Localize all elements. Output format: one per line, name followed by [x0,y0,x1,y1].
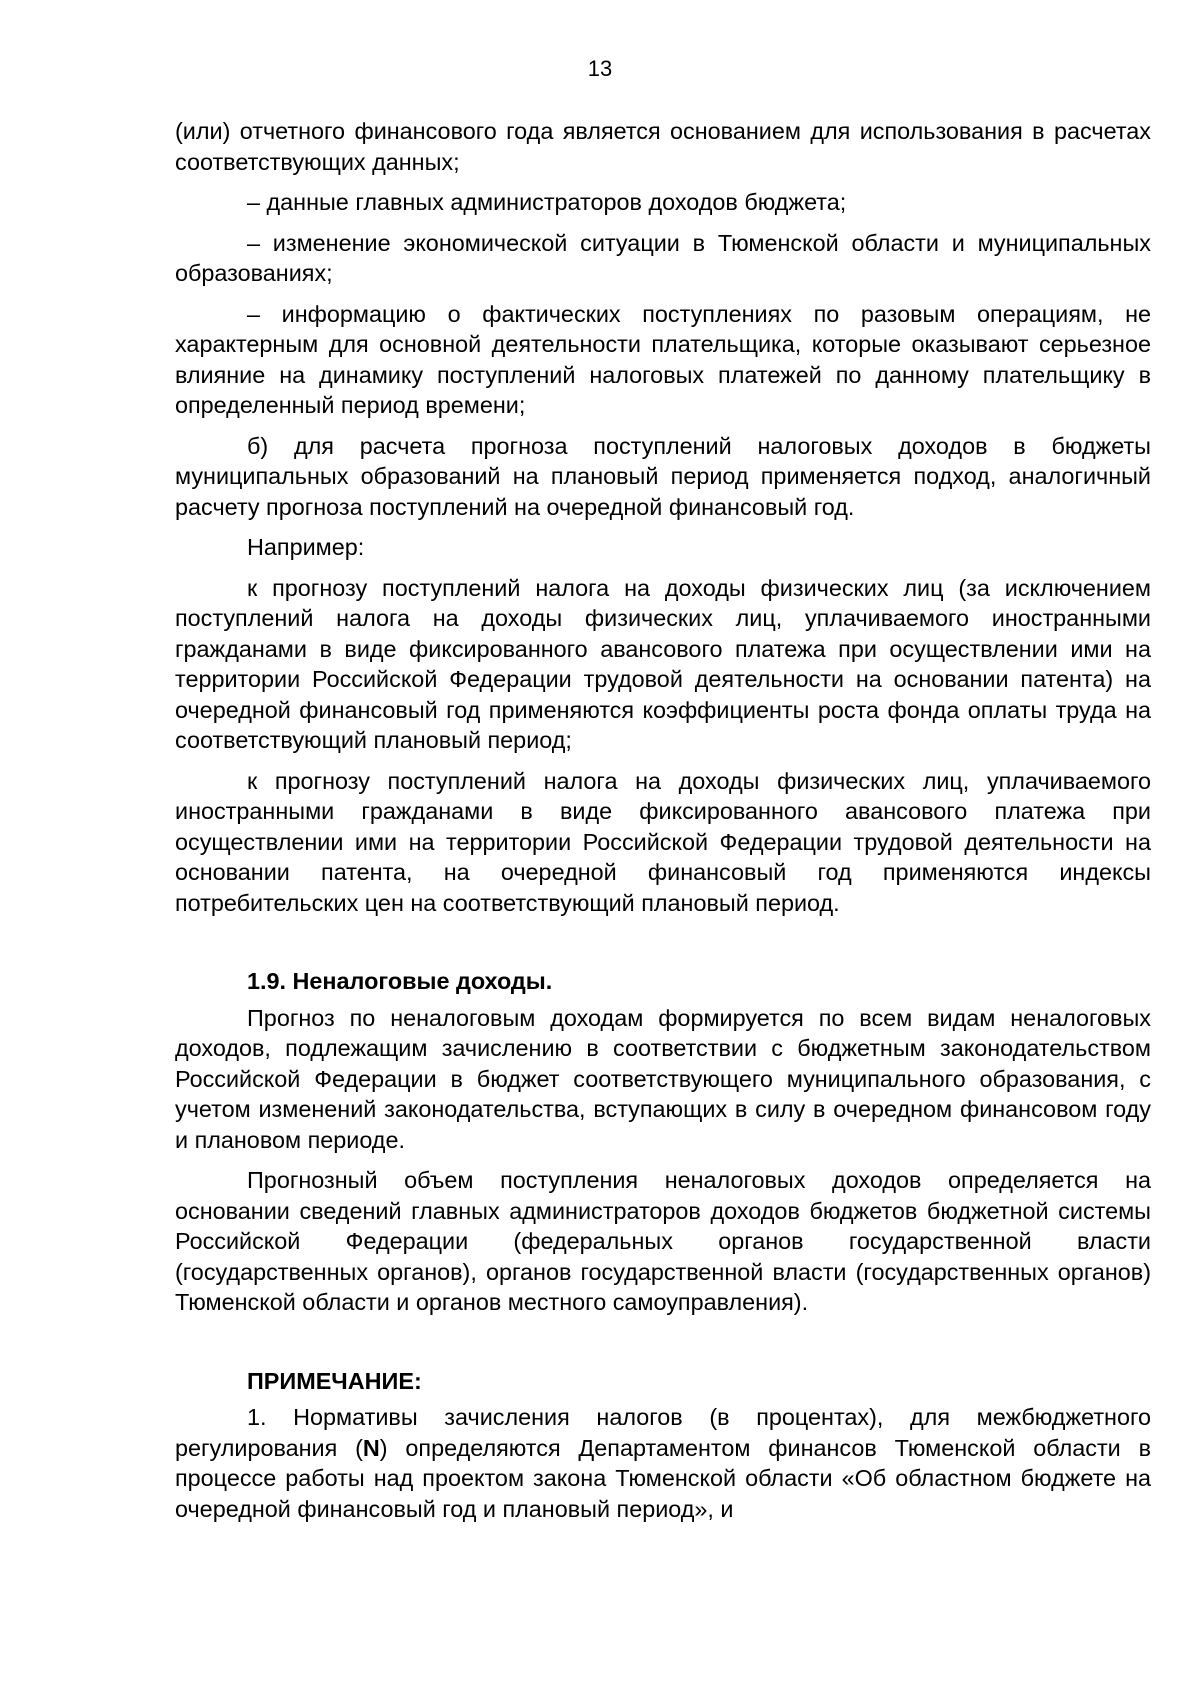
note-heading: ПРИМЕЧАНИЕ: [247,1367,422,1394]
note-paragraph [175,1402,1151,1524]
note-text-before: 1. Нормативы зачисления налогов (в процентах), для межбюджетного регулирования ( [175,1404,1151,1461]
paragraph: к прогнозу поступлений налога на доходы физических лиц (за исключением поступлений налога на доходы физических лиц, уплачиваемого иностранными гражданами в виде фиксированного авансового платежа при осуществлении ими на территории Российской Федерации трудовой деятельности на основании патента) на очередной финансовый год применяются коэффициенты роста фонда оплаты труда на соответствующий плановый период; [175,574,1151,753]
paragraph-list-item: – информацию о фактических поступлениях по разовым операциям, не характерным для основной деятельности плательщика, которые оказывают серьезное влияние на динамику поступлений налоговых платежей по данному плательщику в определенный период времени; [175,300,1151,418]
document-body [175,116,1151,1534]
section-heading: 1.9. Неналоговые доходы. [247,968,553,994]
paragraph-continuation: (или) отчетного финансового года является основанием для использования в расчетах соответствующих данных; [175,118,1151,175]
page-number: 13 [587,56,613,81]
note-text-after: ) определяются Департаментом финансов Тюменской области в процессе работы над проектом закона Тюменской области «Об областном бюджете на очередной финансовый год и плановый период», и [175,1434,1151,1522]
paragraph: б) для расчета прогноза поступлений налоговых доходов в бюджеты муниципальных образований на плановый период применяется подход, аналогичный расчету прогноза поступлений на очередной финансовый год. [175,432,1151,520]
paragraph: к прогнозу поступлений налога на доходы физических лиц, уплачиваемого иностранными гражданами в виде фиксированного авансового платежа при осуществлении ими на территории Российской Федерации трудовой деятельности на основании патента, на очередной финансовый год применяются индексы потребительских цен на соответствующий плановый период. [175,767,1151,916]
paragraph: Например: [247,534,365,560]
paragraph: Прогнозный объем поступления неналоговых доходов определяется на основании сведений главных администраторов доходов бюджетов бюджетной системы Российской Федерации (федеральных органов государственной власти (государственных органов), органов государственной власти (государственных органов) Тюменской области и органов местного самоуправления). [175,1167,1151,1315]
note-text-bold: N [362,1434,380,1461]
paragraph: Прогноз по неналоговым доходам формируется по всем видам неналоговых доходов, подлежащим зачислению в соответствии с бюджетным законодательством Российской Федерации в бюджет соответствующего муниципального образования, с учетом изменений законодательства, вступающих в силу в очередном финансовом году и плановом периоде. [175,1004,1151,1153]
paragraph-list-item: – данные главных администраторов доходов бюджета; [247,189,847,215]
paragraph-list-item: – изменение экономической ситуации в Тюменской области и муниципальных образованиях; [175,229,1151,286]
